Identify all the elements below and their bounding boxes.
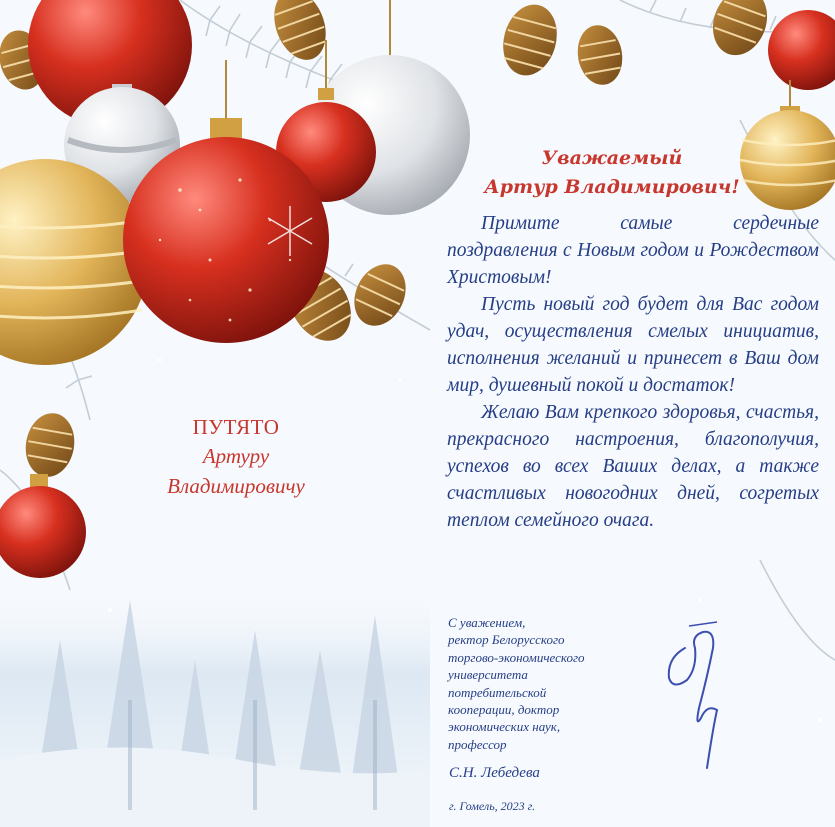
message-body — [447, 210, 819, 534]
signature-line: университета — [448, 667, 528, 683]
signature-line: ректор Белорусского — [448, 632, 565, 648]
signature-line: С уважением, — [448, 615, 526, 630]
signature-line: торгово-экономического — [448, 649, 585, 665]
addressee-surname: ПУТЯТО — [192, 415, 280, 439]
signature-block — [448, 614, 653, 753]
addressee-patronymic: Владимировичу — [167, 474, 305, 498]
message-paragraph: Пусть новый год будет для Вас годом удач, осуществления смелых инициатив, исполнения желаний и принесет в Ваш дом мир, душевный покой и достаток! — [447, 294, 819, 396]
signature-line: экономических наук, — [448, 719, 561, 735]
place-and-year: г. Гомель, 2023 г. — [449, 799, 536, 813]
handwritten-signature — [655, 618, 745, 778]
message-paragraph: Примите самые сердечные поздравления с Новым годом и Рождеством Христовым! — [447, 213, 819, 288]
greeting-heading — [447, 144, 777, 202]
message-paragraph: Желаю Вам крепкого здоровья, счастья, прекрасного настроения, благополучия, успехов во всех Ваших делах, а также счастливых новогодних дней, согретых теплом семейного очага. — [447, 402, 819, 531]
greeting-line-2: Артур Владимирович! — [484, 176, 740, 198]
greeting-line-1: Уважаемый — [541, 147, 683, 169]
snowy-forest — [0, 590, 430, 827]
signature-line: профессор — [448, 736, 507, 752]
addressee-block — [120, 413, 352, 501]
addressee-first-name: Артуру — [202, 444, 270, 468]
signer-name: С.Н. Лебедева — [449, 765, 540, 781]
signature-line: кооперации, доктор — [448, 702, 560, 718]
signature-line: потребительской — [448, 684, 547, 700]
